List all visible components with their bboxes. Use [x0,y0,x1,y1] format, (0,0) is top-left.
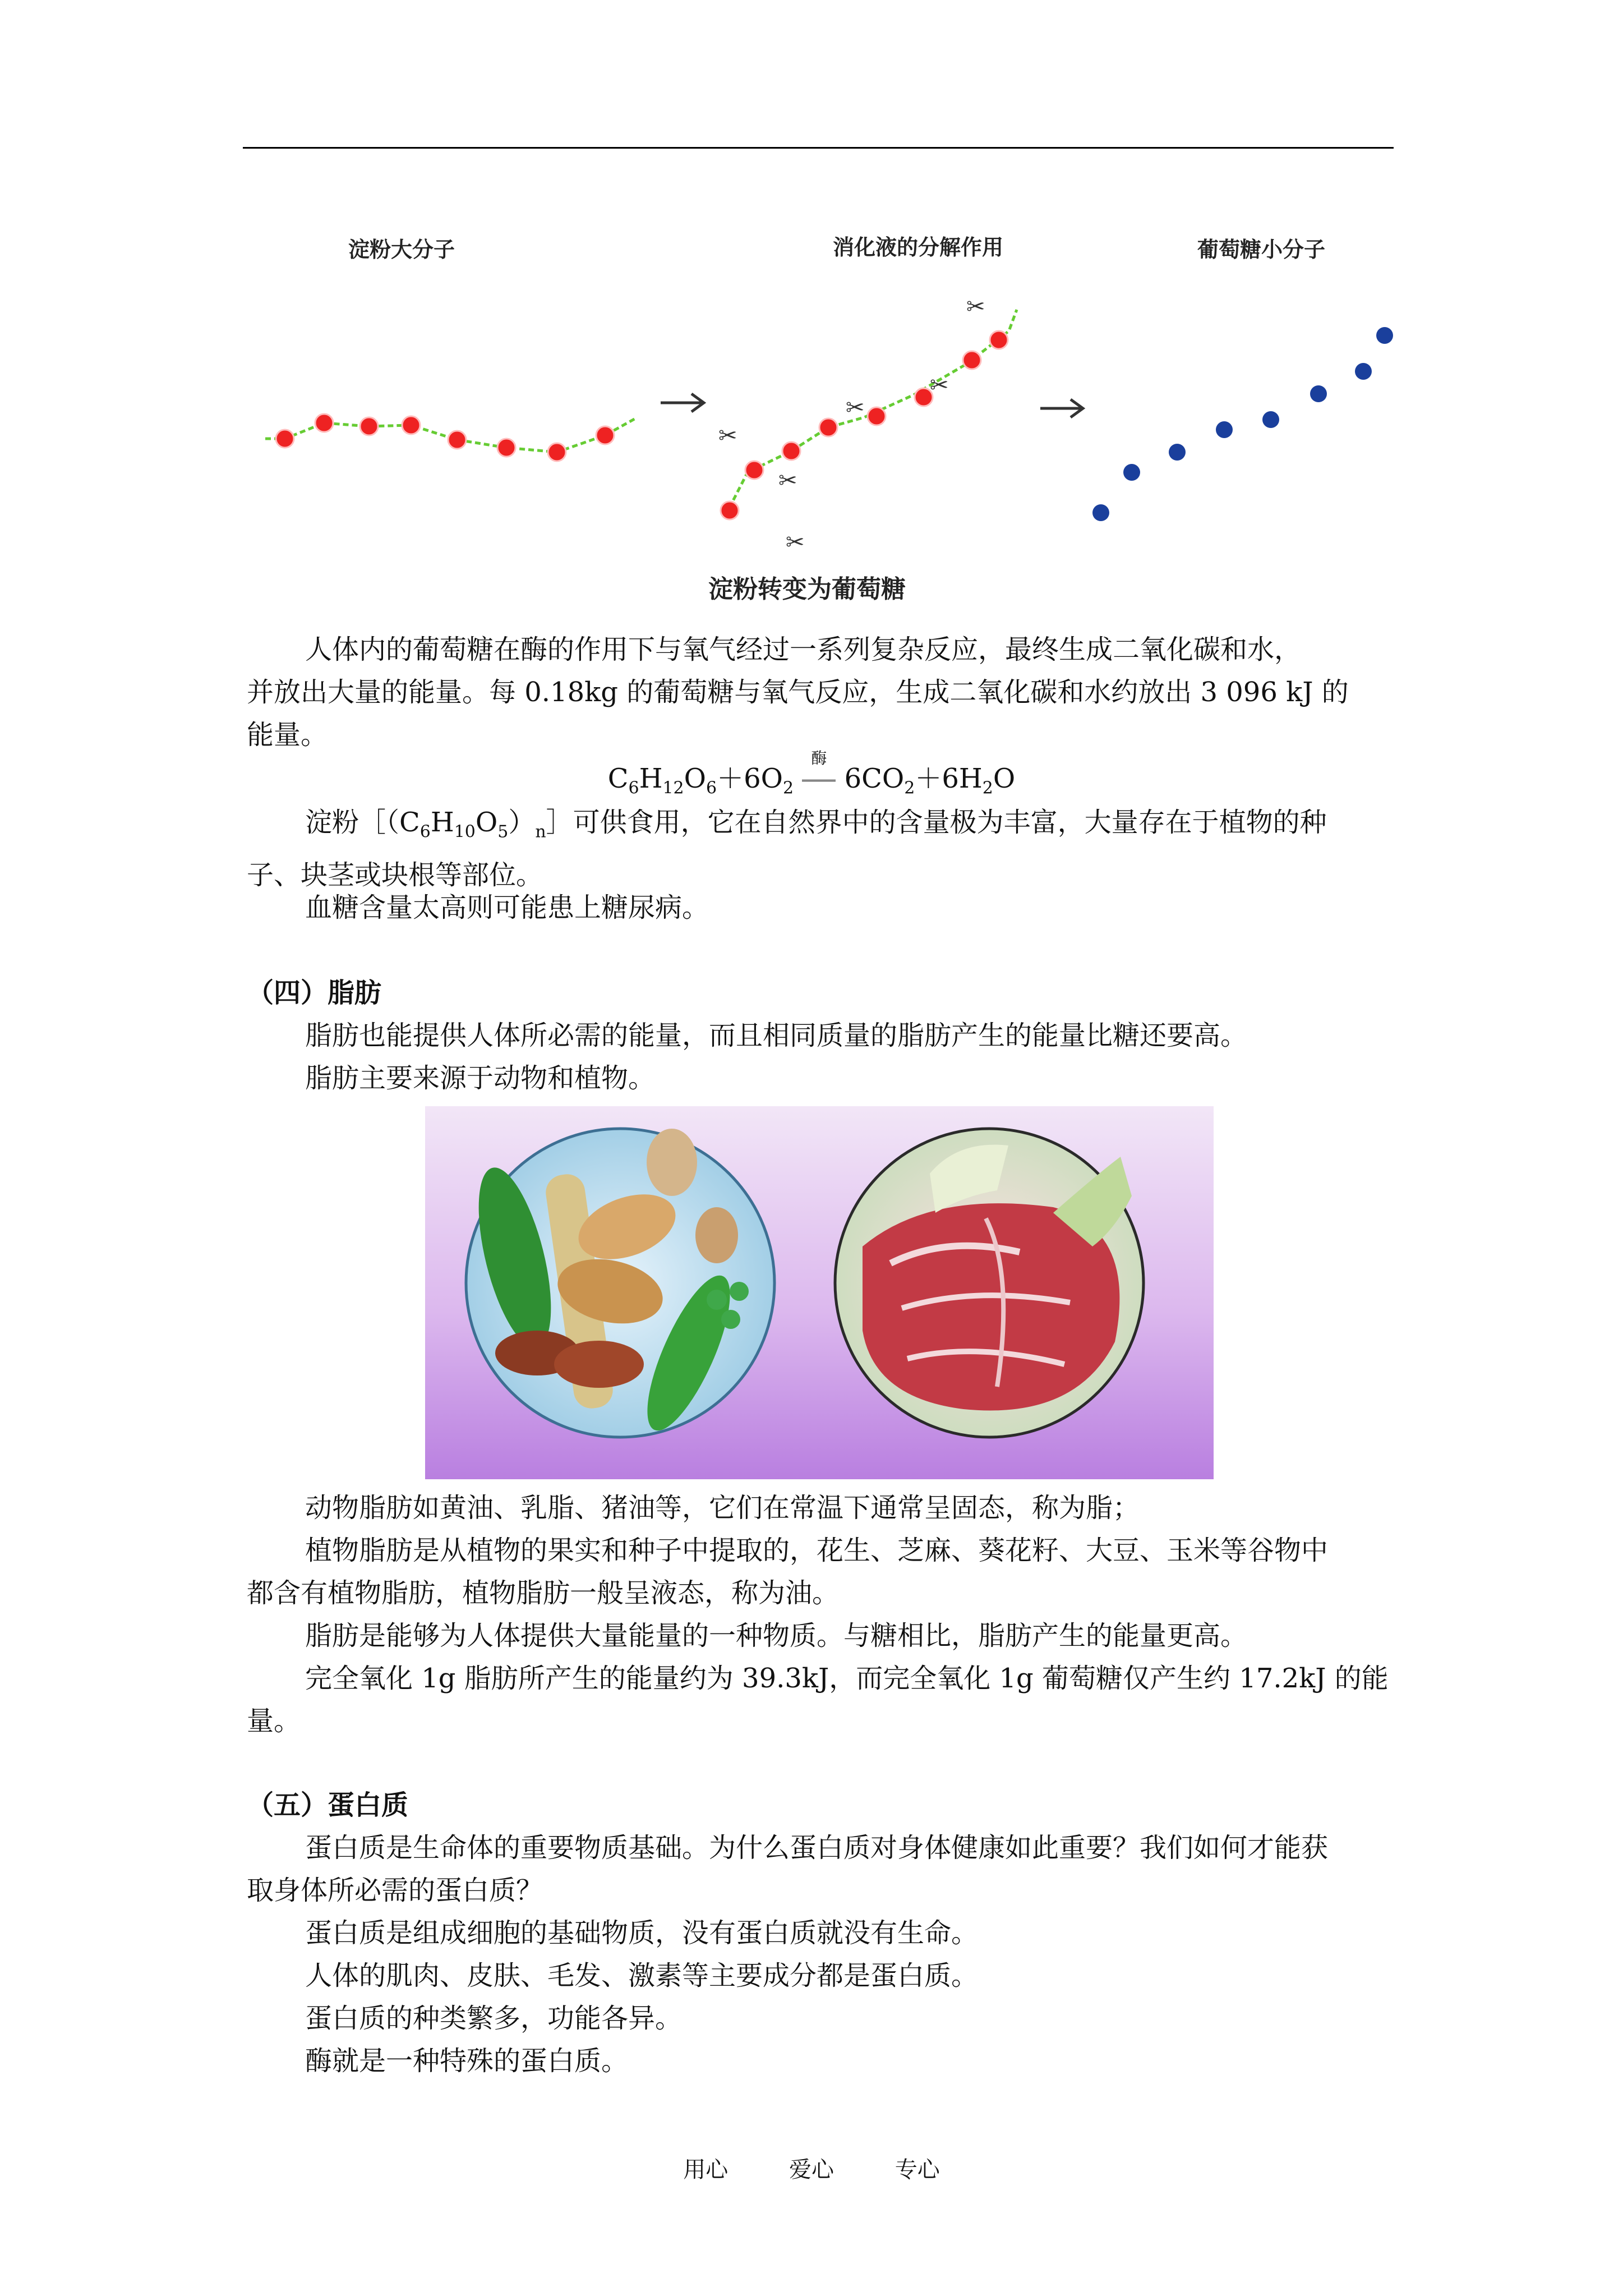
paragraph-enzyme: 酶就是一种特殊的蛋白质。 [305,2045,629,2077]
starch-diagram-svg [243,185,1394,617]
enzyme-condition: 酶 [802,757,836,800]
paragraph-protein-body: 人体的肌肉、皮肤、毛发、激素等主要成分都是蛋白质。 [305,1960,979,1991]
svg-text:✂: ✂ [718,423,737,449]
paragraph-protein-types: 蛋白质的种类繁多，功能各异。 [305,2003,683,2034]
header-rule [243,147,1394,149]
paragraph-fat-energy: 脂肪也能提供人体所必需的能量，而且相同质量的脂肪产生的能量比糖还要高。 [305,1020,1248,1051]
starch-to-glucose-figure [243,185,1394,617]
section-heading-protein: （五）蛋白质 [247,1789,409,1821]
section-heading-fat: （四）脂肪 [247,977,382,1009]
svg-text:✂: ✂ [846,395,865,421]
svg-text:✂: ✂ [778,468,797,494]
label-glucose-molecules: 葡萄糖小分子 [1197,237,1326,262]
chemical-equation: $C_6H_{12}O_6+6O_2$ 酶 $6CO_2+6H_2O$ [0,757,1623,810]
cut-starch-chain [718,294,1017,555]
label-digestive-action: 消化液的分解作用 [833,235,1004,260]
arrow-icon [1040,399,1083,417]
fat-sources-photo [425,1106,1214,1479]
paragraph-fat-source: 脂肪主要来源于动物和植物。 [305,1062,656,1094]
scissors-icon [718,294,985,555]
paragraph-protein-intro: 蛋白质是生命体的重要物质基础。为什么蛋白质对身体健康如此重要？我们如何才能获 取身体所必需的蛋白质？ [247,1832,1329,1906]
starch-chain [265,414,635,461]
paragraph-animal-fat: 动物脂肪如黄油、乳脂、猪油等，它们在常温下通常呈固态，称为脂； [305,1492,1140,1524]
paragraph-protein-basis: 蛋白质是组成细胞的基础物质，没有蛋白质就没有生命。 [305,1917,979,1949]
arrow-icon [661,394,704,412]
paragraph-glucose-energy: 人体内的葡萄糖在酶的作用下与氧气经过一系列复杂反应，最终生成二氧化碳和水， 并放出大量的能量。每 0.18kg 的葡萄糖与氧气反应，生成二氧化碳和水约放出 3 096 kJ 的 能量。 [247,634,1349,751]
figure-caption: 淀粉转变为葡萄糖 [708,575,906,604]
animal-fat-plate [835,1129,1144,1437]
svg-text:✂: ✂ [786,530,805,555]
paragraph-fat-vs-sugar: 脂肪是能够为人体提供大量能量的一种物质。与糖相比，脂肪产生的能量更高。 [305,1620,1248,1651]
label-starch-macromolecule: 淀粉大分子 [348,237,455,262]
fat-sources-illustration [425,1106,1214,1479]
svg-text:✂: ✂ [966,294,985,320]
paragraph-blood-sugar: 血糖含量太高则可能患上糖尿病。 [305,892,709,923]
glucose-molecules [1092,327,1393,521]
svg-text:✂: ✂ [930,372,949,398]
paragraph-plant-fat: 植物脂肪是从植物的果实和种子中提取的，花生、芝麻、葵花籽、大豆、玉米等谷物中 都含有植物脂肪，植物脂肪一般呈液态，称为油。 [247,1535,1329,1609]
plant-fat-plate [464,1129,774,1440]
page-footer: 用心 爱心 专心 [683,2157,940,2183]
paragraph-energy-values: 完全氧化 1g 脂肪所产生的能量约为 39.3kJ，而完全氧化 1g 葡萄糖仅产生约 17.2kJ 的能 量。 [247,1663,1389,1737]
paragraph-starch: 淀粉$[(C_6H_{10}O_5)_n]$可供食用，它在自然界中的含量极为丰富，大量存在于植物的种 子、块茎或块根等部位。 [247,807,1327,891]
